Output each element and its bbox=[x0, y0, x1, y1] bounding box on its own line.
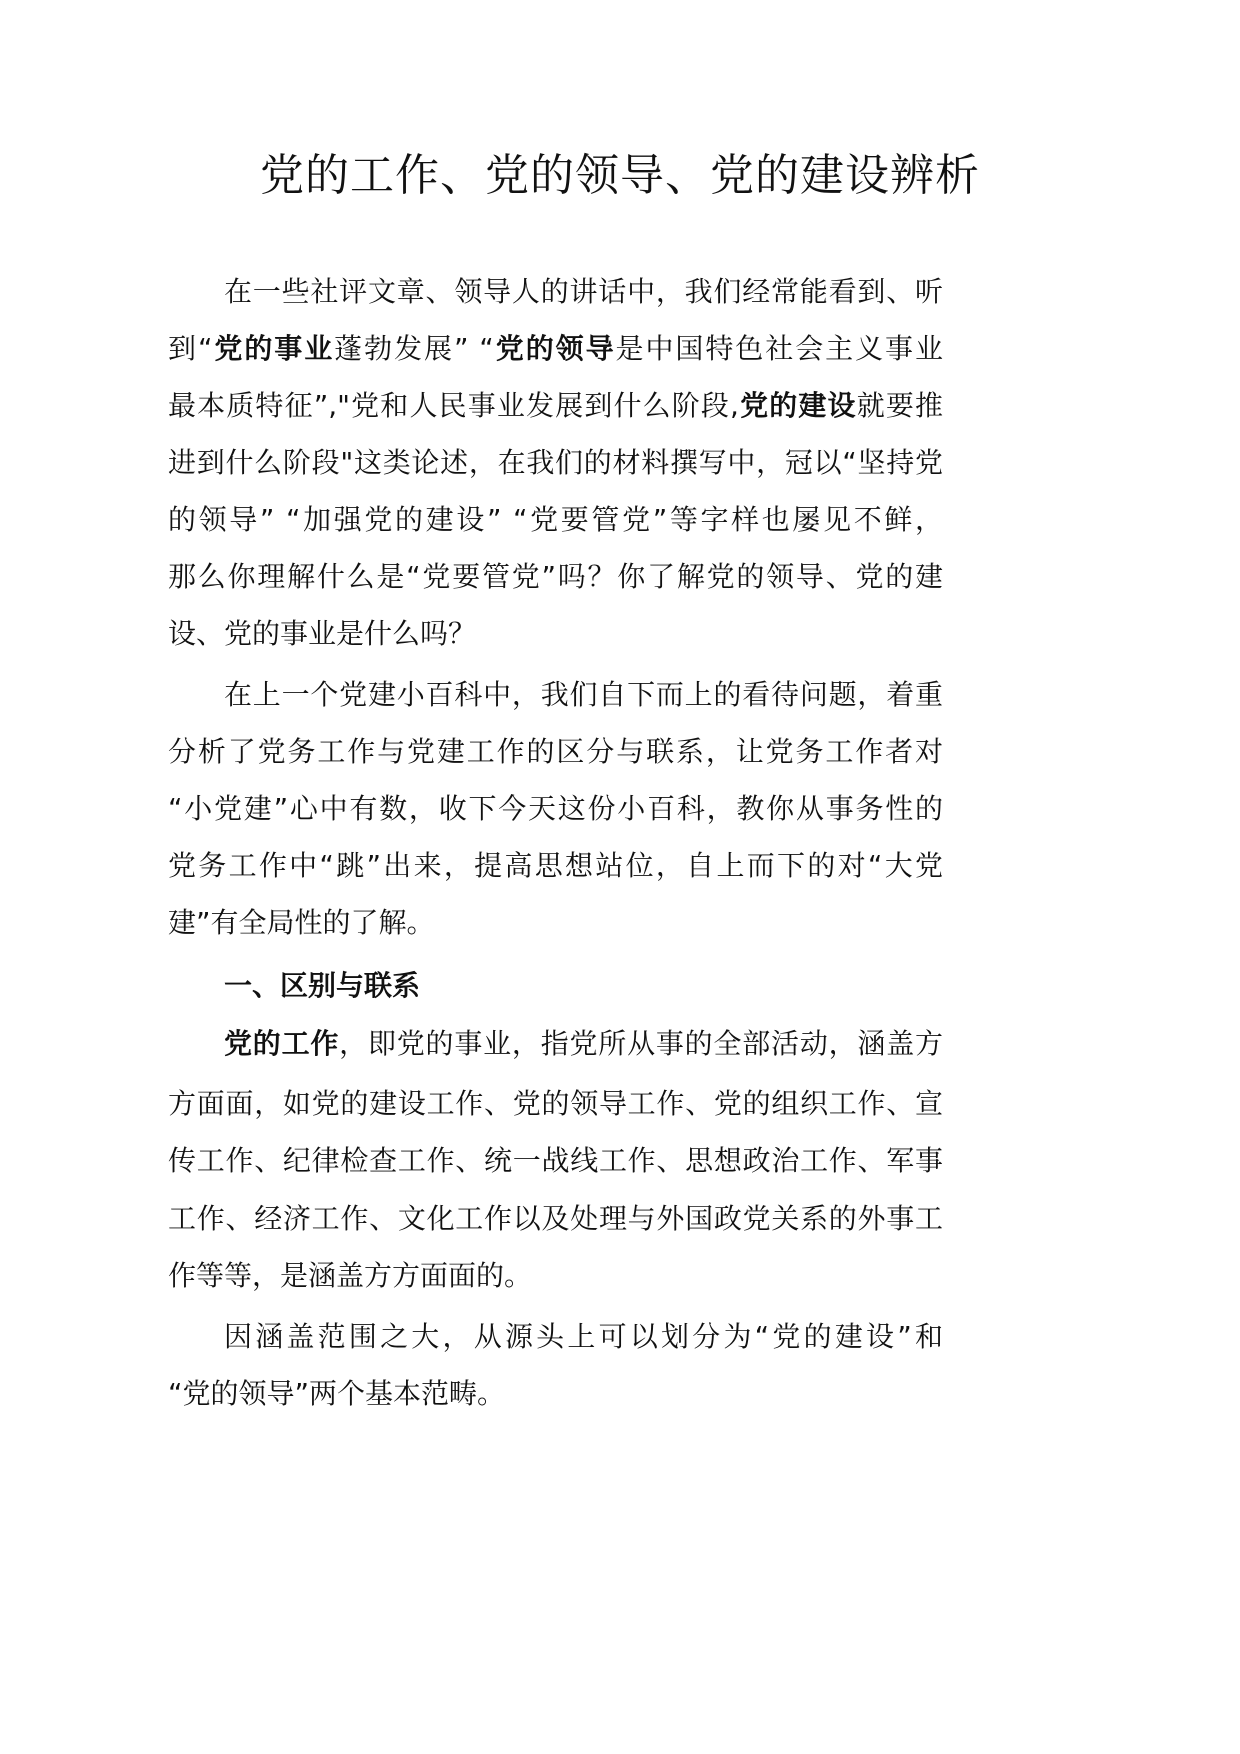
text-line: 的领导” “加强党的建设” “党要管党”等字样也屡见不鲜， bbox=[168, 503, 943, 536]
text-line: 设、党的事业是什么吗？ bbox=[168, 617, 477, 650]
text-line: 进到什么阶段"这类论述，在我们的材料撰写中，冠以“坚持党 bbox=[168, 446, 943, 479]
section-heading: 一、区别与联系 bbox=[224, 969, 421, 1002]
text-line: 传工作、纪律检查工作、统一战线工作、思想政治工作、军事 bbox=[168, 1144, 943, 1177]
text-line: 在上一个党建小百科中，我们自下而上的看待问题，着重 bbox=[224, 678, 943, 711]
text-line: 因涵盖范围之大，从源头上可以划分为“党的建设”和 bbox=[224, 1320, 943, 1353]
bold-term: 党的建设 bbox=[738, 389, 857, 422]
text-line: 在一些社评文章、领导人的讲话中，我们经常能看到、听 bbox=[224, 275, 943, 308]
text-line: 那么你理解什么是“党要管党”吗？你了解党的领导、党的建 bbox=[168, 560, 943, 593]
text-line: 最本质特征”,"党和人民事业发展到什么阶段,党的建设就要推 bbox=[168, 389, 943, 422]
bold-term: 党的工作 bbox=[224, 1027, 340, 1060]
text-line: 工作、经济工作、文化工作以及处理与外国政党关系的外事工 bbox=[168, 1202, 943, 1235]
text-line: “小党建”心中有数，收下今天这份小百科，教你从事务性的 bbox=[168, 792, 943, 825]
text-line: 党务工作中“跳”出来，提高思想站位，自上而下的对“大党 bbox=[168, 849, 943, 882]
bold-term: 党的领导 bbox=[493, 332, 616, 365]
text-line: 党的工作，即党的事业，指党所从事的全部活动，涵盖方 bbox=[224, 1027, 943, 1060]
bold-term: 党的事业 bbox=[212, 332, 335, 365]
text-line: 到“党的事业蓬勃发展” “党的领导是中国特色社会主义事业 bbox=[168, 332, 943, 365]
text-line: 作等等，是涵盖方方面面的。 bbox=[168, 1259, 533, 1292]
text-line: 方面面，如党的建设工作、党的领导工作、党的组织工作、宣 bbox=[168, 1087, 943, 1120]
text-line: “党的领导”两个基本范畴。 bbox=[168, 1377, 506, 1410]
text-line: 分析了党务工作与党建工作的区分与联系，让党务工作者对 bbox=[168, 735, 943, 768]
text-line: 建”有全局性的了解。 bbox=[168, 906, 435, 939]
document-title: 党的工作、党的领导、党的建设辨析 bbox=[260, 150, 980, 201]
